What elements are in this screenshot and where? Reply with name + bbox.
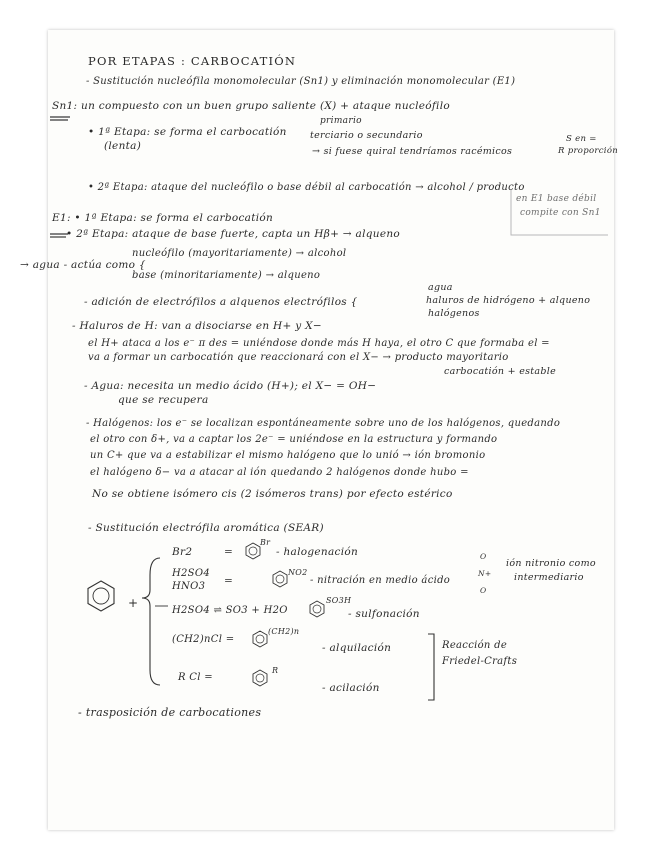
nitrobenzene-icon [271, 570, 289, 588]
note-line: - trasposición de carbocationes [78, 706, 262, 719]
reaction-name: - halogenación [276, 546, 359, 558]
note-line: E1: • 1ª Etapa: se forma el carbocatión [52, 212, 274, 224]
note-line: en E1 base débil [516, 194, 597, 204]
substituent-label: NO2 [288, 568, 308, 577]
note-line: haluros de hidrógeno + alqueno [426, 295, 591, 306]
acylbenzene-icon [251, 669, 269, 687]
nitronio-label: N+ [478, 569, 492, 578]
note-line: carbocatión + estable [444, 366, 557, 377]
note-line: el halógeno δ− va a atacar al ión quedando 2 halógenos donde hubo = [90, 467, 469, 478]
note-line: • 2ª Etapa: ataque de base fuerte, capta un Hβ+ → alqueno [66, 228, 401, 240]
substituent-label: SO3H [326, 596, 352, 605]
note-line: ión nitronio como [506, 558, 596, 569]
benzene-icon [84, 579, 118, 613]
equals-sign: = [224, 575, 234, 587]
note-line: - adición de electrófilos a alquenos electrófilos { [84, 296, 358, 308]
note-line: Reacción de [442, 640, 508, 651]
sear-brace [142, 558, 160, 685]
note-line: - Sustitución electrófila aromática (SEAR) [88, 522, 324, 534]
alkylbenzene-icon [251, 630, 269, 648]
note-line: R proporción [558, 146, 619, 156]
reaction-name: - sulfonación [348, 608, 420, 620]
note-line: base (minoritariamente) → alqueno [132, 270, 321, 281]
note-line: el H+ ataca a los e⁻ π des = uniéndose donde más H haya, el otro C que formaba el = [88, 338, 550, 349]
note-line: • 2ª Etapa: ataque del nucleófilo o base débil al carbocatión → alcohol / producto [88, 182, 525, 193]
plus-sign: + [128, 596, 139, 610]
page-title: POR ETAPAS : CARBOCATIÓN [88, 54, 297, 68]
substituent-label: R [272, 666, 279, 675]
substituent-label: Br [260, 538, 271, 547]
note-line: primario [320, 116, 362, 126]
note-line: - Haluros de H: van a disociarse en H+ y X− [72, 320, 322, 332]
note-line: que se recupera [118, 394, 209, 406]
nitronio-label: O [480, 586, 487, 595]
note-line: - Agua: necesita un medio ácido (H+); el X− = OH− [84, 380, 377, 392]
note-line: (lenta) [104, 140, 142, 152]
note-line: → si fuese quiral tendríamos racémicos [312, 146, 513, 157]
reaction-name: - nitración en medio ácido [310, 575, 451, 586]
note-line: agua [428, 282, 453, 293]
note-line: va a formar un carbocatión que reaccionará con el X− → producto mayoritario [88, 352, 509, 363]
note-line: - Sustitución nucleófila monomolecular (Sn1) y eliminación monomolecular (E1) [86, 76, 516, 87]
note-line: el otro con δ+, va a captar los 2e⁻ = uniéndose en la estructura y formando [90, 434, 498, 445]
substituent-label: (CH2)n [268, 627, 300, 636]
benzenesulfonic-acid-icon [308, 600, 326, 618]
note-line: → agua - actúa como { [20, 259, 146, 271]
note-line: un C+ que va a estabilizar el mismo halógeno que lo unió → ión bromonio [90, 450, 486, 461]
note-line: Friedel-Crafts [442, 656, 518, 667]
reagent: Br2 [172, 546, 193, 558]
note-line: • 1ª Etapa: se forma el carbocatión [88, 126, 287, 138]
note-line: - Halógenos: los e⁻ se localizan espontáneamente sobre uno de los halógenos, quedando [86, 418, 561, 429]
note-line: Sn1: un compuesto con un buen grupo saliente (X) + ataque nucleófilo [52, 100, 450, 112]
note-line: intermediario [514, 572, 584, 583]
note-line: halógenos [428, 308, 480, 319]
reagent: H2SO4 [172, 568, 210, 579]
reaction-equation: H2SO4 ⇌ SO3 + H2O [172, 605, 288, 616]
reaction-name: - acilación [322, 682, 380, 694]
note-line: No se obtiene isómero cis (2 isómeros trans) por efecto estérico [92, 488, 453, 500]
reagent: HNO3 [172, 581, 206, 592]
notebook-page [20, 30, 619, 830]
reagent: (CH2)nCl = [172, 634, 235, 645]
note-line: nucleófilo (mayoritariamente) → alcohol [132, 248, 347, 259]
reagent: R Cl = [178, 672, 213, 683]
reaction-name: - alquilación [322, 642, 392, 654]
note-line: terciario o secundario [310, 130, 423, 141]
equals-sign: = [224, 546, 234, 558]
friedel-crafts-bracket [428, 634, 434, 700]
note-line: compite con Sn1 [520, 208, 601, 218]
nitronio-label: O [480, 552, 487, 561]
note-line: S en = [566, 134, 597, 144]
